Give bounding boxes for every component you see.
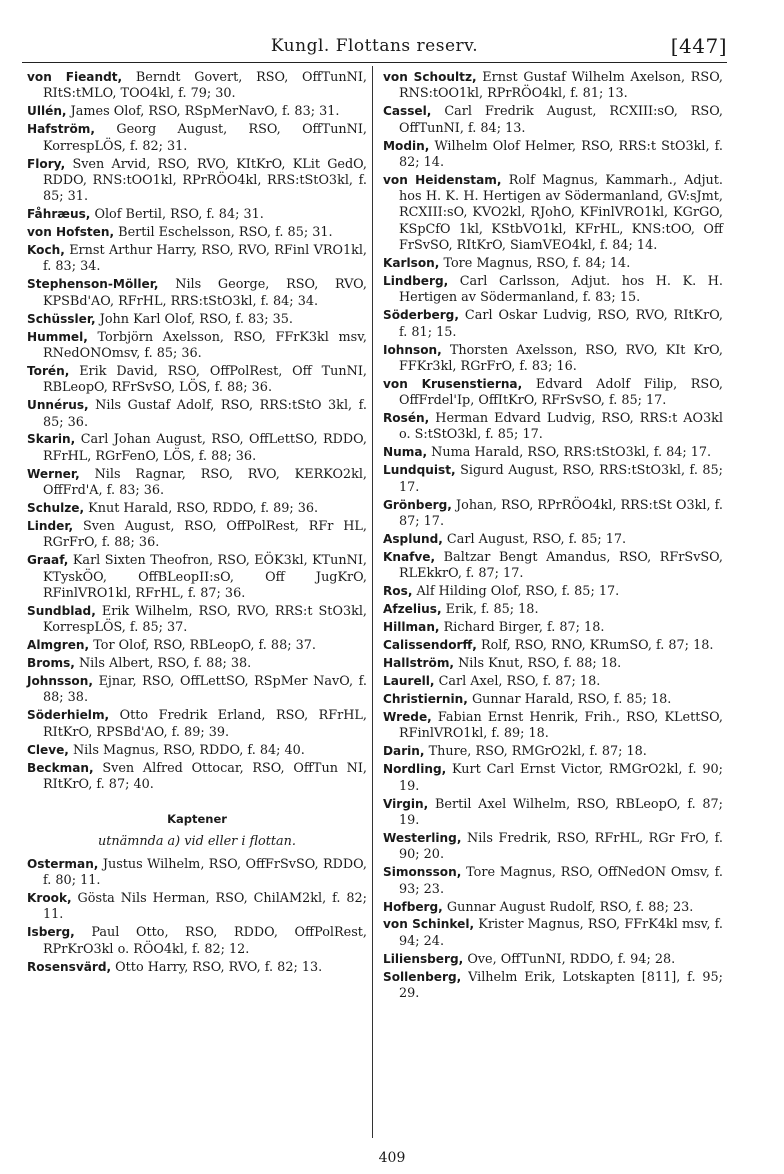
entry-surname: Isberg, [27, 925, 75, 940]
left-entry-list-captains [27, 856, 367, 976]
entry-details: Sven Arvid, RSO, RVO, KItKrO, KLit GedO, RDDO, RNS:tOO1kl, RPrRÖO4kl, RRS:tStO3kl, f. 85; 31. [43, 156, 367, 205]
entry-details: Bertil Eschelsson, RSO, f. 85; 31. [118, 225, 333, 241]
left-column [27, 69, 367, 977]
entry-details: Nils Magnus, RSO, RDDO, f. 84; 40. [72, 742, 305, 758]
list-item [383, 497, 723, 531]
list-item [383, 172, 723, 254]
entry-surname: Schulze, [27, 501, 85, 516]
list-item [27, 431, 367, 465]
entry-details: Thure, RSO, RMGrO2kl, f. 87; 18. [428, 744, 647, 760]
entry-surname: Modin, [383, 138, 430, 153]
list-item [383, 531, 723, 548]
entry-surname: Westerling, [383, 830, 462, 845]
list-item [383, 655, 723, 672]
running-head-title: Kungl. Flottans reserv. [270, 36, 479, 56]
list-item [27, 603, 367, 637]
entry-surname: Almgren, [27, 638, 90, 653]
entry-details: Carl Axel, RSO, f. 87; 18. [438, 674, 601, 690]
entry-details: Justus Wilhelm, RSO, OffFrSvSO, RDDO, f. 80; 11. [43, 856, 367, 889]
entry-surname: Knafve, [383, 549, 436, 564]
entry-surname: Iohnson, [383, 342, 442, 357]
entry-details: Erik David, RSO, OffPolRest, Off TunNI, RBLeopO, RFrSvSO, LÖS, f. 88; 36. [43, 363, 367, 396]
entry-surname: Unnérus, [27, 398, 89, 413]
list-item [27, 924, 367, 958]
list-item [27, 552, 367, 602]
entry-details: Otto Harry, RSO, RVO, f. 82; 13. [115, 959, 323, 975]
entry-details: Thorsten Axelsson, RSO, RVO, KIt KrO, FFKr3kl, RGrFrO, f. 83; 16. [399, 342, 723, 374]
entry-details: Carl Oskar Ludvig, RSO, RVO, RItKrO, f. 81; 15. [399, 308, 724, 340]
list-item [383, 673, 723, 690]
list-item [27, 518, 367, 552]
entry-details: Herman Edvard Ludvig, RSO, RRS:t AO3kl o. S:tStO3kl, f. 85; 17. [399, 411, 723, 443]
running-head-page-ref: [447] [670, 34, 727, 58]
entry-details: Gunnar Harald, RSO, f. 85; 18. [471, 692, 672, 708]
entry-details: Ernst Gustaf Wilhelm Axelson, RSO, RNS:tOO1kl, RPrRÖO4kl, f. 81; 13. [399, 70, 724, 102]
entry-details: Nils Fredrik, RSO, RFrHL, RGr FrO, f. 90; 20. [399, 830, 723, 863]
entry-details: Sven Alfred Ottocar, RSO, OffTun NI, RItKrO, f. 87; 40. [43, 760, 367, 792]
list-item [27, 397, 367, 431]
entry-details: Richard Birger, f. 87; 18. [443, 620, 605, 636]
list-item [383, 691, 723, 708]
entry-surname: Fåhræus, [27, 207, 91, 222]
entry-details: Vilhelm Erik, Lotskapten [811], f. 95; 29. [399, 969, 723, 1002]
entry-surname: Hafström, [27, 122, 95, 137]
entry-surname: Lundquist, [383, 463, 456, 478]
list-item [383, 549, 723, 583]
entry-surname: Schüssler, [27, 311, 96, 326]
entry-surname: Osterman, [27, 856, 99, 871]
entry-details: Numa Harald, RSO, RRS:tStO3kl, f. 84; 17. [431, 445, 712, 461]
entry-details: Olof Bertil, RSO, f. 84; 31. [94, 207, 264, 223]
list-item [383, 951, 723, 968]
list-item [27, 466, 367, 500]
entry-details: Krister Magnus, RSO, FFrK4kl msv, f. 94; 24. [399, 917, 723, 949]
entry-surname: Flory, [27, 156, 66, 171]
list-item [27, 311, 367, 328]
entry-surname: Laurell, [383, 674, 435, 689]
entry-surname: Cleve, [27, 742, 69, 757]
entry-details: Gunnar August Rudolf, RSO, f. 88; 23. [446, 899, 694, 915]
entry-details: Carl Johan August, RSO, OffLettSO, RDDO, RFrHL, RGrFenO, LÖS, f. 88; 36. [43, 432, 367, 464]
entry-details: Erik Wilhelm, RSO, RVO, RRS:t StO3kl, KorrespLÖS, f. 85; 37. [43, 603, 368, 636]
entry-surname: Hofberg, [383, 899, 443, 914]
entry-details: Nils George, RSO, RVO, KPSBd'AO, RFrHL, RRS:tStO3kl, f. 84; 34. [43, 277, 367, 309]
entry-details: Edvard Adolf Filip, RSO, OffFrdel'Ip, OffItKrO, RFrSvSO, f. 85; 17. [399, 376, 724, 409]
entry-surname: Calissendorff, [383, 638, 477, 653]
list-item [383, 709, 723, 743]
list-item [27, 329, 367, 363]
entry-details: Nils Gustaf Adolf, RSO, RRS:tStO 3kl, f. 85; 36. [43, 398, 367, 430]
list-item [383, 410, 723, 444]
entry-surname: Hummel, [27, 329, 88, 344]
list-item [383, 916, 723, 950]
entry-details: Georg August, RSO, OffTunNI, KorrespLÖS, f. 82; 31. [43, 122, 367, 154]
right-entry-list [383, 69, 723, 1002]
list-item [383, 583, 723, 600]
entry-surname: Torén, [27, 363, 70, 378]
entry-details: Alf Hilding Olof, RSO, f. 85; 17. [416, 584, 620, 600]
entry-details: Ove, OffTunNI, RDDO, f. 94; 28. [467, 951, 676, 967]
list-item [383, 899, 723, 916]
entry-surname: Nordling, [383, 762, 447, 777]
entry-details: Wilhelm Olof Helmer, RSO, RRS:t StO3kl, f. 82; 14. [399, 138, 723, 170]
section-subtitle: utnämnda a) vid eller i flottan. [98, 833, 296, 849]
entry-details: Ernst Arthur Harry, RSO, RVO, RFinl VRO1kl, f. 83; 34. [43, 243, 367, 275]
entry-surname: Stephenson-Möller, [27, 277, 159, 292]
list-item [27, 224, 367, 241]
list-item [383, 619, 723, 636]
entry-surname: Werner, [27, 466, 80, 481]
entry-surname: Rosén, [383, 411, 430, 426]
list-item [27, 206, 367, 223]
entry-surname: Graaf, [27, 553, 69, 568]
list-item [27, 637, 367, 654]
column-divider [372, 66, 373, 1138]
list-item [27, 655, 367, 672]
page-number: 409 [378, 1150, 406, 1166]
list-item [27, 707, 367, 741]
entry-details: Paul Otto, RSO, RDDO, OffPolRest, RPrKrO3kl o. RÖO4kl, f. 82; 12. [43, 925, 367, 957]
entry-surname: Lindberg, [383, 274, 449, 288]
list-item [383, 342, 723, 376]
list-item [383, 462, 723, 496]
list-item [383, 743, 723, 760]
list-item [383, 69, 723, 103]
list-item [383, 864, 723, 898]
entry-surname: Skarin, [27, 432, 76, 447]
entry-surname: Krook, [27, 891, 72, 906]
entry-surname: Broms, [27, 656, 75, 671]
entry-surname: Cassel, [383, 104, 432, 119]
entry-surname: Söderberg, [383, 308, 459, 323]
entry-surname: von Fieandt, [27, 70, 123, 84]
list-item [27, 103, 367, 120]
entry-surname: von Hofsten, [27, 225, 115, 240]
list-item [383, 796, 723, 830]
entry-details: Ejnar, RSO, OffLettSO, RSpMer NavO, f. 88; 38. [43, 674, 368, 706]
entry-details: Torbjörn Axelsson, RSO, FFrK3kl msv, RNedONOmsv, f. 85; 36. [43, 329, 367, 361]
entry-surname: von Heidenstam, [383, 172, 502, 187]
list-item [27, 242, 367, 276]
entry-surname: von Schinkel, [383, 917, 475, 932]
entry-surname: Grönberg, [383, 497, 452, 512]
entry-surname: Numa, [383, 445, 428, 460]
entry-details: Rolf, RSO, RNO, KRumSO, f. 87; 18. [480, 638, 714, 654]
entry-details: Nils Knut, RSO, f. 88; 18. [458, 656, 622, 672]
entry-surname: von Schoultz, [383, 70, 477, 84]
list-item [383, 103, 723, 137]
entry-surname: Afzelius, [383, 602, 442, 617]
list-item [27, 121, 367, 155]
section-title: Kaptener [167, 812, 227, 827]
entry-surname: Söderhielm, [27, 708, 110, 723]
entry-surname: Linder, [27, 519, 74, 534]
entry-details: Karl Sixten Theofron, RSO, EÖK3kl, KTunNI, KTyskÖO, OffBLeopII:sO, Off JugKrO, RFinlVRO1kl, RFrHL, f. 87; 36. [43, 553, 367, 601]
entry-surname: Christiernin, [383, 692, 468, 707]
entry-surname: Hillman, [383, 620, 440, 635]
entry-details: Rolf Magnus, Kammarh., Adjut. hos H. K. H. Hertigen av Södermanland, GV:sJmt, RCXIII:sO, KVO2kl, RJohO, KFinlVRO1kl, KGrGO, KSpCfO 1kl, KStbVO1kl, KFrHL, KNS:tOO, Off FrSvSO, RItKrO, SiamVEO4kl, f. 84; 14. [399, 172, 723, 254]
entry-details: Carl Carlsson, Adjut. hos H. K. H. Hertigen av Södermanland, f. 83; 15. [399, 274, 723, 306]
entry-surname: Asplund, [383, 531, 443, 546]
entry-details: Baltzar Bengt Amandus, RSO, RFrSvSO, RLEkkrO, f. 87; 17. [399, 549, 723, 582]
list-item [383, 761, 723, 795]
entry-details: Sigurd August, RSO, RRS:tStO3kl, f. 85; 17. [399, 463, 723, 495]
entry-details: Carl August, RSO, f. 85; 17. [446, 531, 627, 547]
list-item [27, 742, 367, 759]
right-column [383, 69, 723, 1003]
running-head [22, 34, 727, 62]
list-item [383, 637, 723, 654]
entry-surname: von Krusenstierna, [383, 376, 523, 391]
list-item [27, 760, 367, 794]
entry-details: Carl Fredrik August, RCXIII:sO, RSO, OffTunNI, f. 84; 13. [399, 104, 723, 136]
list-item [27, 500, 367, 517]
entry-details: Gösta Nils Herman, RSO, ChilAM2kl, f. 82; 11. [43, 891, 367, 923]
entry-surname: Simonsson, [383, 865, 462, 880]
list-item [383, 444, 723, 461]
entry-surname: Sollenberg, [383, 969, 462, 984]
entry-surname: Liliensberg, [383, 951, 464, 966]
entry-details: John Karl Olof, RSO, f. 83; 35. [99, 311, 293, 327]
entry-surname: Koch, [27, 243, 65, 258]
entry-surname: Virgin, [383, 796, 429, 811]
entry-details: Kurt Carl Ernst Victor, RMGrO2kl, f. 90; 19. [399, 762, 723, 794]
entry-surname: Ullén, [27, 104, 67, 119]
list-item [27, 276, 367, 310]
entry-details: Tore Magnus, RSO, f. 84; 14. [443, 256, 631, 272]
entry-details: Tore Magnus, RSO, OffNedON Omsv, f. 93; 23. [399, 865, 723, 897]
header-rule [22, 62, 727, 63]
entry-details: Bertil Axel Wilhelm, RSO, RBLeopO, f. 87; 19. [399, 796, 723, 828]
entry-details: Johan, RSO, RPrRÖO4kl, RRS:tSt O3kl, f. 87; 17. [399, 497, 723, 529]
entry-details: Tor Olof, RSO, RBLeopO, f. 88; 37. [93, 638, 316, 654]
entry-details: Fabian Ernst Henrik, Frih., RSO, KLettSO, RFinlVRO1kl, f. 89; 18. [399, 710, 723, 742]
entry-surname: Wrede, [383, 710, 432, 725]
entry-details: Nils Albert, RSO, f. 88; 38. [78, 656, 252, 672]
entry-surname: Hallström, [383, 656, 455, 671]
entry-surname: Karlson, [383, 256, 440, 271]
entry-surname: Johnsson, [27, 674, 93, 689]
list-item [27, 69, 367, 103]
entry-details: Sven August, RSO, OffPolRest, RFr HL, RGrFrO, f. 88; 36. [43, 519, 367, 551]
list-item [383, 376, 723, 410]
left-entry-list [27, 69, 367, 793]
list-item [383, 601, 723, 618]
entry-surname: Rosensvärd, [27, 959, 112, 974]
list-item [27, 959, 367, 976]
list-item [383, 830, 723, 864]
entry-surname: Beckman, [27, 760, 94, 775]
entry-details: Berndt Govert, RSO, OffTunNI, RItS:tMLO, TOO4kl, f. 79; 30. [43, 70, 367, 102]
list-item [383, 273, 723, 307]
list-item [383, 255, 723, 272]
list-item [27, 673, 367, 707]
list-item [27, 856, 367, 890]
entry-details: Nils Ragnar, RSO, RVO, KERKO2kl, OffFrd'A, f. 83; 36. [43, 466, 367, 499]
list-item [383, 307, 723, 341]
list-item [27, 156, 367, 206]
entry-details: Erik, f. 85; 18. [445, 602, 539, 618]
entry-details: Otto Fredrik Erland, RSO, RFrHL, RItKrO, RPSBd'AO, f. 89; 39. [43, 708, 367, 740]
entry-details: James Olof, RSO, RSpMerNavO, f. 83; 31. [70, 104, 340, 120]
entry-details: Knut Harald, RSO, RDDO, f. 89; 36. [88, 501, 319, 517]
list-item [383, 138, 723, 172]
entry-surname: Ros, [383, 584, 413, 599]
list-item [383, 969, 723, 1003]
list-item [27, 890, 367, 924]
entry-surname: Sundblad, [27, 603, 96, 618]
entry-surname: Darin, [383, 744, 425, 759]
list-item [27, 363, 367, 397]
